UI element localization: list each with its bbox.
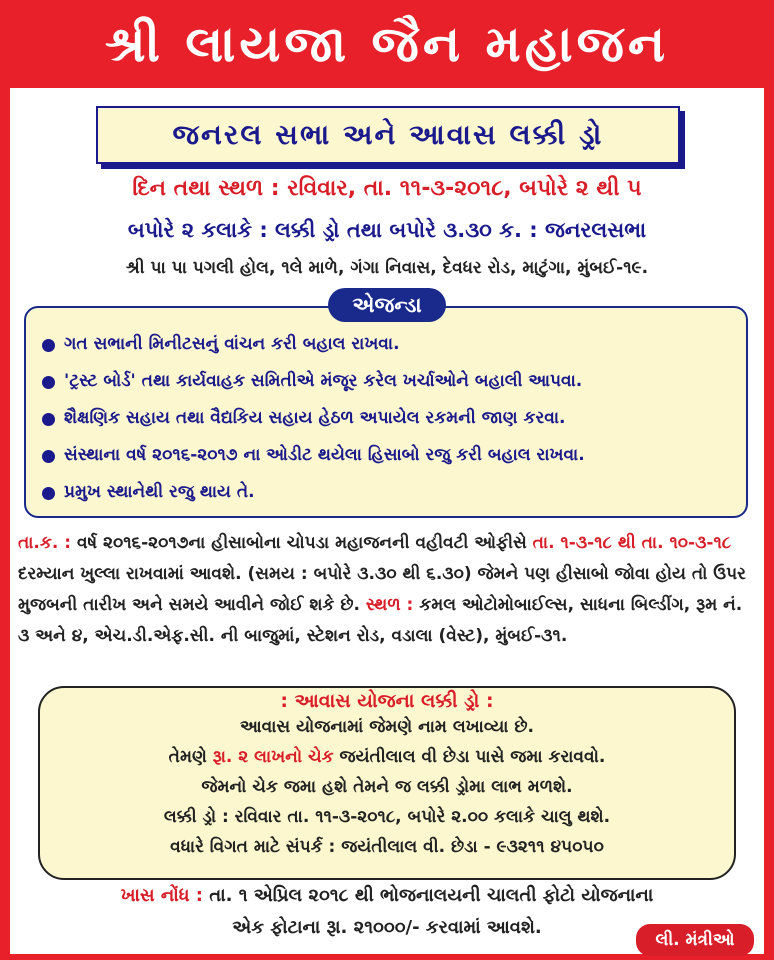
special-note-line-2: એક ફોટાના રૂા. ૨૧૦૦૦/- કરવામાં આવશે. (232, 917, 542, 938)
agenda-item-text: સંસ્થાના વર્ષ ૨૦૧૬-૨૦૧૭ ના ઓડીટ થયેલા હિસાબો રજુ કરી બહાલ રાખવા. (64, 445, 585, 465)
agenda-item (38, 474, 746, 511)
lucky-draw-line-2 (40, 742, 734, 772)
schedule-line (10, 176, 764, 201)
agenda-item (38, 400, 746, 437)
bullet-icon (42, 339, 55, 352)
schedule-value: રવિવાર, તા. ૧૧-૩-૨૦૧૮, બપોરે ૨ થી ૫ (287, 176, 642, 201)
note-text-2: દરમ્યાન ખુલ્લા રાખવામાં આવશે. (સમય : બપોરે ૩.૩૦ થી ૬.૩૦) જેમને પણ હીસાબો જોવા હોય તો ઉપર મુજબની તારીખ અને સમયે આવીને જોઈ શકે છે. (18, 564, 746, 615)
lucky-draw-box (38, 686, 736, 880)
note-place-label: સ્થળ : (365, 595, 414, 615)
lucky-draw-line-3: જેમનો ચેક જમા હશે તેમને જ લક્કી ડ્રોમા લાભ મળશે. (201, 777, 573, 797)
schedule-label: દિન તથા સ્થળ : (132, 176, 280, 201)
agenda-item-text: ગત સભાની મિનીટસનું વાંચન કરી બહાલ રાખવા. (64, 334, 400, 354)
note-paragraph (18, 528, 758, 652)
agenda-tag: એજન્ડા (328, 288, 446, 322)
venue-line: શ્રી પા પા પગલી હોલ, ૧લે માળે, ગંગા નિવાસ, દેવધર રોડ, માટુંગા, મુંબઈ-૧૯. (125, 258, 649, 278)
content-panel (10, 88, 764, 954)
special-note-line-1 (10, 880, 764, 912)
note-dates: તા. ૧-૩-૧૮ થી તા. ૧૦-૩-૧૮ (532, 533, 732, 553)
bullet-icon (42, 413, 55, 426)
signature-badge: લી. મંત્રીઓ (636, 924, 754, 956)
lucky-draw-line-2b: જયંતીલાલ વી છેડા પાસે જમા કરાવવો. (339, 747, 606, 767)
agenda-item (38, 437, 746, 474)
agenda-item-text: 'ટ્રસ્ટ બોર્ડ' તથા કાર્યવાહક સમિતીએ મંજૂર કરેલ ખર્ચાઓને બહાલી આપવા. (64, 371, 583, 391)
agenda-item (38, 363, 746, 400)
lucky-draw-line-5: વધારે વિગત માટે સંપર્ક : જયંતીલાલ વી. છેડા - ૯૩૨૧૧ ૪૫૦૫૦ (170, 837, 604, 857)
note-text-1: વર્ષ ૨૦૧૬-૨૦૧૭ના હીસાબોના ચોપડા મહાજનની વહીવટી ઓફીસે (77, 533, 527, 553)
lucky-draw-line-2a: તેમણે (168, 747, 207, 767)
agenda-box (24, 306, 748, 518)
lucky-draw-title: : આવાસ યોજના લક્કી ડ્રો : (280, 690, 494, 712)
lucky-draw-line-4: લક્કી ડ્રો : રવિવાર તા. ૧૧-૩-૨૦૧૮, બપોરે ૨.૦૦ કલાકે ચાલુ થશે. (163, 807, 611, 827)
agenda-item-text: શૈક્ષણિક સહાય તથા વૈદ્યકિય સહાય હેઠળ અપાયેલ રકમની જાણ કરવા. (64, 408, 566, 428)
special-note-text-1: તા. ૧ એપ્રિલ ૨૦૧૮ થી ભોજનાલયની ચાલતી ફોટો યોજનાના (209, 885, 654, 906)
page-title: શ્રી લાયજા જૈન મહાજન (104, 14, 670, 73)
agenda-item-text: પ્રમુખ સ્થાનેથી રજુ થાય તે. (64, 482, 255, 502)
special-note-label: ખાસ નોંધ : (120, 885, 203, 906)
bullet-icon (42, 487, 55, 500)
note-label: તા.ક. : (18, 533, 72, 553)
cheque-amount: રૂા. ૨ લાખનો ચેક (212, 747, 334, 767)
agenda-item (38, 326, 746, 363)
event-subtitle: જનરલ સભા અને આવાસ લક્કી ડ્રો (96, 106, 680, 164)
note-place: કમલ ઓટોમોબાઈલ્સ, સાધના બિલ્ડીંગ, રૂમ નં. ૩ અને ૪, એચ.ડી.એફ.સી. ની બાજુમાં, સ્ટેશન રોડ, વડાલા (વેસ્ટ), મુંબઈ-૩૧. (18, 595, 743, 646)
timing-line: બપોરે ૨ કલાકે : લક્કી ડ્રો તથા બપોરે ૩.૩૦ ક. : જનરલસભા (127, 218, 647, 242)
bullet-icon (42, 450, 55, 463)
lucky-draw-line-1: આવાસ યોજનામાં જેમણે નામ લખાવ્યા છે. (240, 717, 534, 737)
bullet-icon (42, 376, 55, 389)
